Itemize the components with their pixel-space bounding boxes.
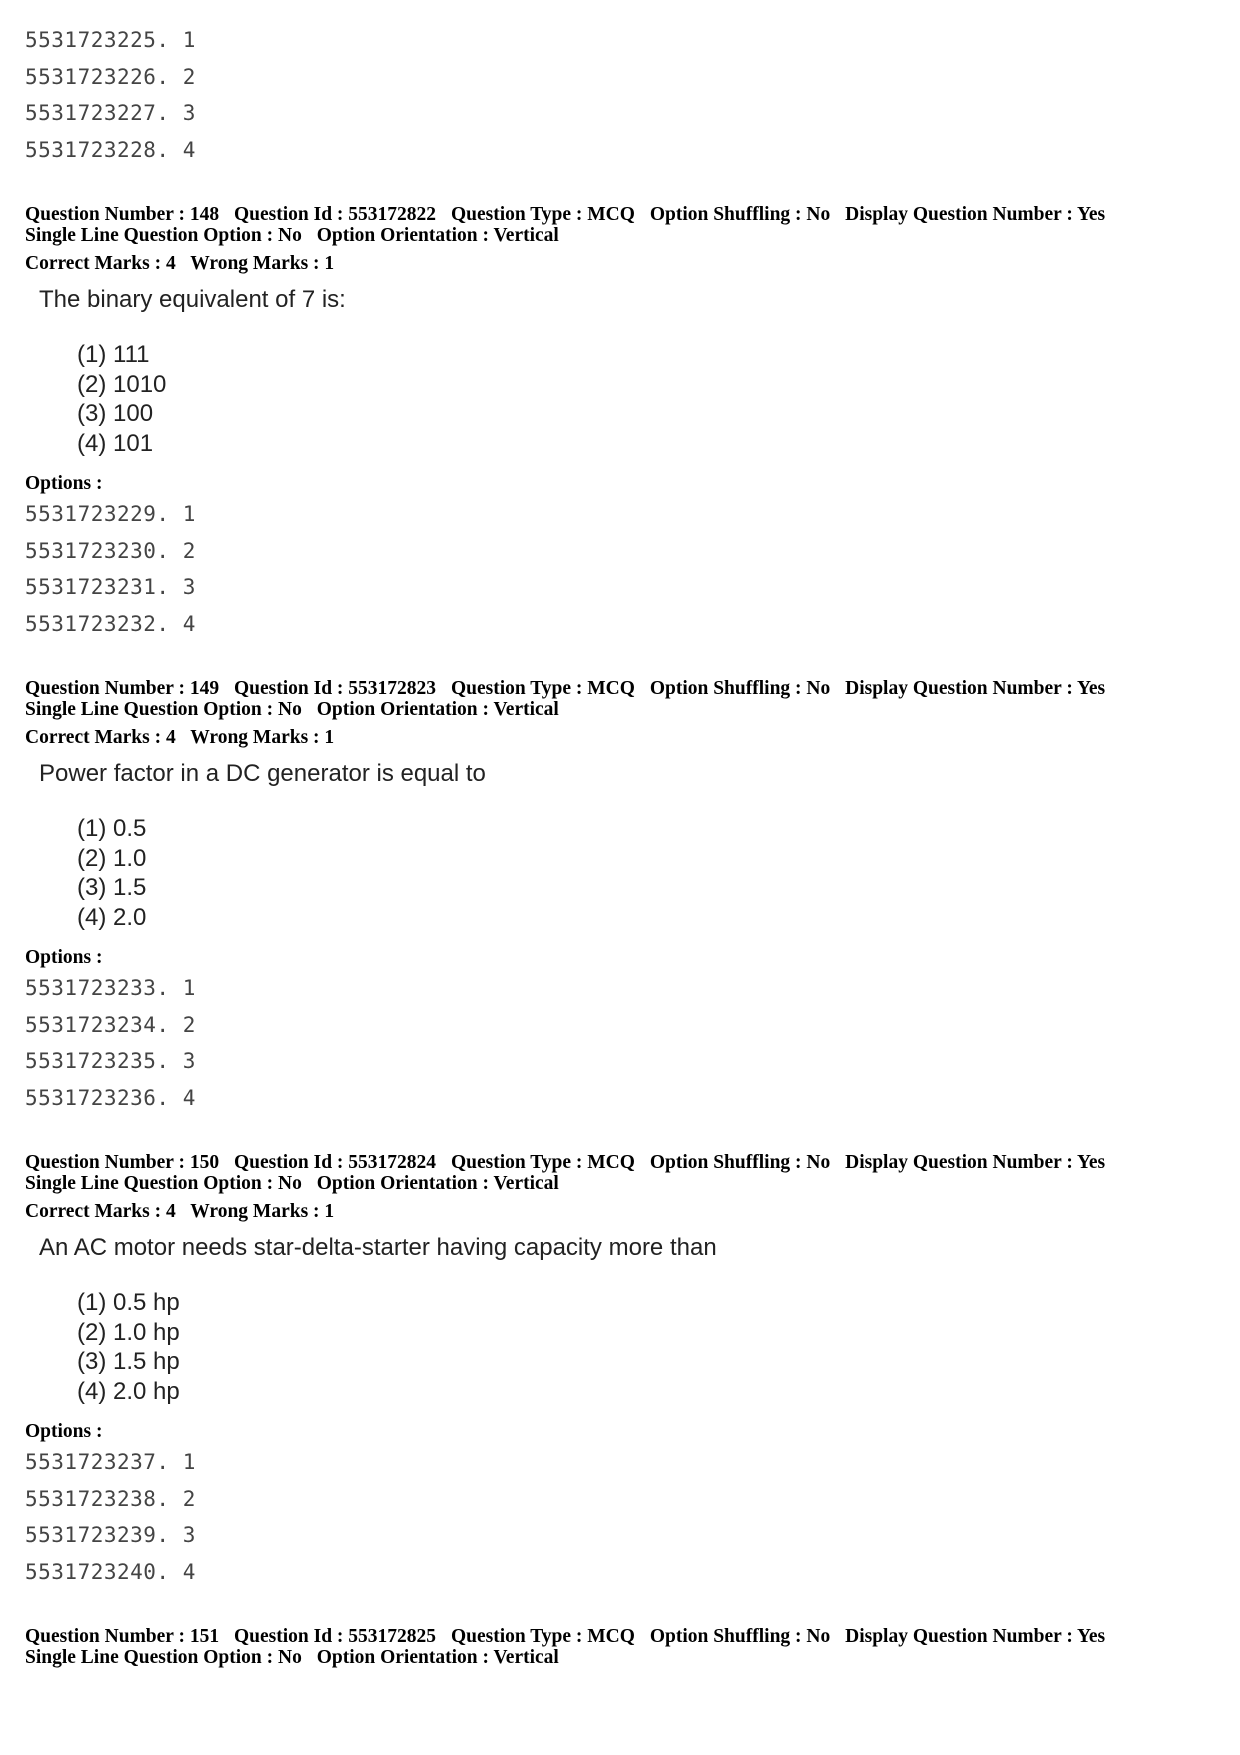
answer-choice: (1) 0.5 bbox=[77, 815, 147, 842]
answer-choice: (4) 101 bbox=[77, 429, 154, 457]
question-type: Question Type : MCQ bbox=[450, 204, 635, 225]
question-meta-line2 bbox=[25, 1647, 1215, 1668]
correct-marks: Correct Marks : 4 bbox=[25, 1201, 176, 1222]
correct-marks: Correct Marks : 4 bbox=[25, 253, 176, 274]
single-line-option: Single Line Question Option : No bbox=[25, 699, 302, 720]
option-id: 5531723236. 4 bbox=[25, 1085, 196, 1110]
option-id: 5531723228. 4 bbox=[25, 137, 196, 162]
question-text: An AC motor needs star-delta-starter having capacity more than bbox=[39, 1234, 717, 1261]
option-id: 5531723225. 1 bbox=[25, 28, 196, 52]
question-id: Question Id : 553172822 bbox=[233, 204, 437, 225]
single-line-option: Single Line Question Option : No bbox=[25, 1173, 302, 1194]
question-meta-line2 bbox=[25, 225, 1215, 246]
options-label: Options : bbox=[25, 473, 103, 494]
question-type: Question Type : MCQ bbox=[450, 678, 635, 699]
option-shuffling: Option Shuffling : No bbox=[649, 678, 831, 699]
question-meta-line2 bbox=[25, 1173, 1215, 1194]
option-id: 5531723240. 4 bbox=[25, 1559, 196, 1584]
option-id: 5531723230. 2 bbox=[25, 538, 196, 563]
question-block-150 bbox=[25, 1152, 1215, 1590]
answer-choices bbox=[77, 340, 1215, 458]
wrong-marks: Wrong Marks : 1 bbox=[190, 727, 335, 748]
option-shuffling: Option Shuffling : No bbox=[649, 1626, 831, 1647]
question-id: Question Id : 553172823 bbox=[233, 678, 437, 699]
answer-choices bbox=[77, 1288, 1215, 1406]
question-block-151 bbox=[25, 1626, 1215, 1668]
display-question-number: Display Question Number : Yes bbox=[845, 1152, 1106, 1173]
option-id: 5531723231. 3 bbox=[25, 575, 196, 599]
single-line-option: Single Line Question Option : No bbox=[25, 1647, 302, 1668]
question-text: Power factor in a DC generator is equal to bbox=[39, 760, 486, 787]
question-number: Question Number : 148 bbox=[25, 204, 220, 225]
answer-choice: (4) 2.0 bbox=[77, 903, 147, 931]
option-shuffling: Option Shuffling : No bbox=[649, 1152, 831, 1173]
question-meta-line2 bbox=[25, 699, 1215, 720]
question-block-149 bbox=[25, 678, 1215, 1116]
option-id: 5531723237. 1 bbox=[25, 1450, 196, 1474]
question-id: Question Id : 553172825 bbox=[233, 1626, 437, 1647]
document-page bbox=[25, 22, 1215, 1668]
option-id: 5531723233. 1 bbox=[25, 976, 196, 1000]
display-question-number: Display Question Number : Yes bbox=[845, 678, 1106, 699]
question-number: Question Number : 149 bbox=[25, 678, 220, 699]
option-orientation: Option Orientation : Vertical bbox=[316, 225, 559, 246]
option-id: 5531723234. 2 bbox=[25, 1012, 196, 1037]
question-meta-line1 bbox=[25, 1626, 1215, 1647]
option-orientation: Option Orientation : Vertical bbox=[316, 1173, 559, 1194]
option-id: 5531723229. 1 bbox=[25, 502, 196, 526]
wrong-marks: Wrong Marks : 1 bbox=[190, 1201, 335, 1222]
option-id: 5531723238. 2 bbox=[25, 1486, 196, 1511]
answer-choices bbox=[77, 814, 1215, 932]
answer-choice: (3) 1.5 hp bbox=[77, 1348, 180, 1375]
option-id: 5531723227. 3 bbox=[25, 101, 196, 125]
answer-choice: (2) 1.0 hp bbox=[77, 1318, 180, 1346]
answer-choice: (3) 1.5 bbox=[77, 874, 147, 901]
question-number: Question Number : 150 bbox=[25, 1152, 220, 1173]
question-marks bbox=[25, 1201, 1215, 1222]
question-id: Question Id : 553172824 bbox=[233, 1152, 437, 1173]
option-id: 5531723235. 3 bbox=[25, 1049, 196, 1073]
answer-choice: (2) 1010 bbox=[77, 370, 167, 398]
question-text: The binary equivalent of 7 is: bbox=[39, 286, 346, 313]
display-question-number: Display Question Number : Yes bbox=[845, 1626, 1106, 1647]
single-line-option: Single Line Question Option : No bbox=[25, 225, 302, 246]
answer-choice: (1) 111 bbox=[77, 341, 150, 368]
question-block-148 bbox=[25, 204, 1215, 642]
correct-marks: Correct Marks : 4 bbox=[25, 727, 176, 748]
option-shuffling: Option Shuffling : No bbox=[649, 204, 831, 225]
options-label: Options : bbox=[25, 947, 103, 968]
question-meta-line1 bbox=[25, 204, 1215, 225]
question-meta-line1 bbox=[25, 678, 1215, 699]
options-label: Options : bbox=[25, 1421, 103, 1442]
question-meta-line1 bbox=[25, 1152, 1215, 1173]
option-id: 5531723239. 3 bbox=[25, 1523, 196, 1547]
question-type: Question Type : MCQ bbox=[450, 1152, 635, 1173]
option-orientation: Option Orientation : Vertical bbox=[316, 699, 559, 720]
option-id: 5531723232. 4 bbox=[25, 611, 196, 636]
wrong-marks: Wrong Marks : 1 bbox=[190, 253, 335, 274]
previous-question-options bbox=[25, 22, 1215, 168]
question-marks bbox=[25, 253, 1215, 274]
answer-choice: (1) 0.5 hp bbox=[77, 1289, 180, 1316]
display-question-number: Display Question Number : Yes bbox=[845, 204, 1106, 225]
option-id: 5531723226. 2 bbox=[25, 64, 196, 89]
answer-choice: (4) 2.0 hp bbox=[77, 1377, 180, 1405]
question-type: Question Type : MCQ bbox=[450, 1626, 635, 1647]
answer-choice: (3) 100 bbox=[77, 400, 154, 427]
question-marks bbox=[25, 727, 1215, 748]
option-orientation: Option Orientation : Vertical bbox=[316, 1647, 559, 1668]
answer-choice: (2) 1.0 bbox=[77, 844, 147, 872]
question-number: Question Number : 151 bbox=[25, 1626, 220, 1647]
